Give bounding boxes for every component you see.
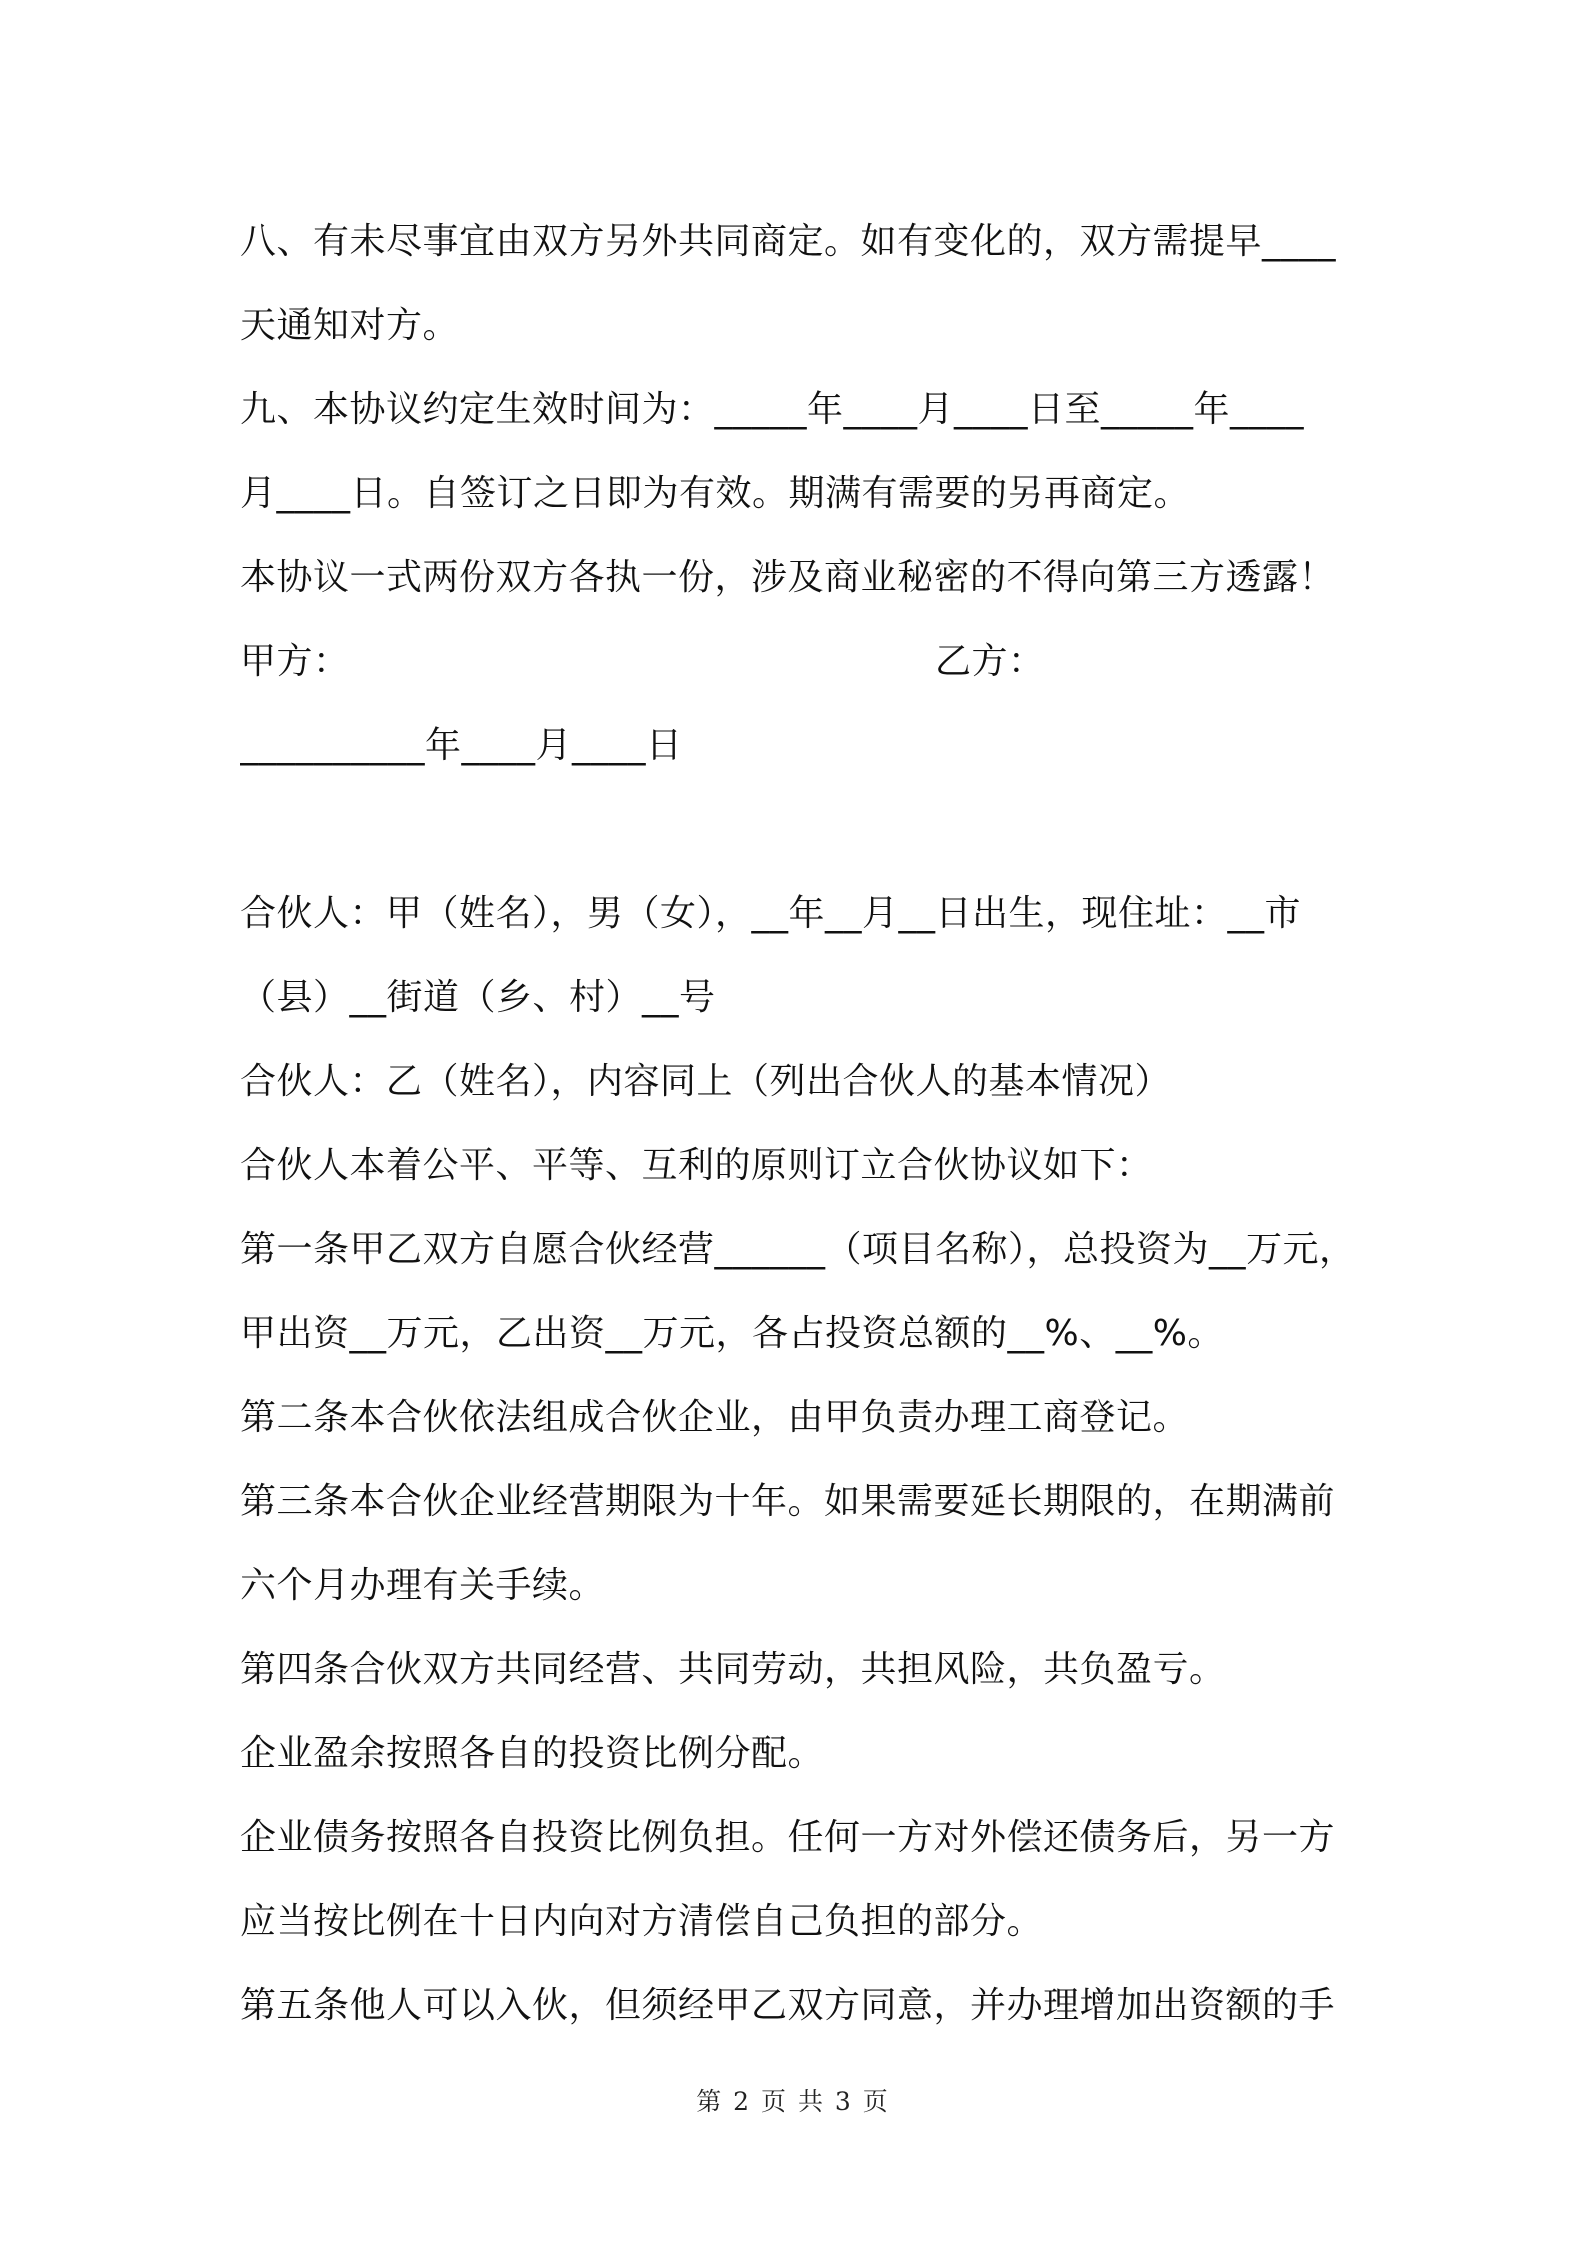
text-line: 九、本协议约定生效时间为：_____年____月____日至_____年____ bbox=[240, 389, 1305, 430]
party-a-label: 甲方： bbox=[240, 641, 350, 682]
text-line: 第四条合伙双方共同经营、共同劳动，共担风险，共负盈亏。 bbox=[240, 1649, 1226, 1690]
text-line: 八、有未尽事宜由双方另外共同商定。如有变化的，双方需提早____ bbox=[240, 221, 1337, 262]
party-b-label: 乙方： bbox=[935, 641, 1045, 682]
text-line: 合伙人：乙（姓名），内容同上（列出合伙人的基本情况） bbox=[240, 1061, 1172, 1102]
text-line: 合伙人本着公平、平等、互利的原则订立合伙协议如下： bbox=[240, 1145, 1153, 1186]
text-line: 甲出资__万元，乙出资__万元，各占投资总额的__%、__%。 bbox=[240, 1313, 1224, 1354]
text-line: 合伙人：甲（姓名），男（女），__年__月__日出生，现住址：__市 bbox=[240, 893, 1302, 934]
page-number-footer: 第 2 页 共 3 页 bbox=[696, 2087, 890, 2116]
text-line: 本协议一式两份双方各执一份，涉及商业秘密的不得向第三方透露！ bbox=[240, 557, 1336, 598]
text-line: 天通知对方。 bbox=[240, 305, 460, 346]
text-line: 月____日。自签订之日即为有效。期满有需要的另再商定。 bbox=[240, 473, 1191, 514]
text-line: 第五条他人可以入伙，但须经甲乙双方同意，并办理增加出资额的手 bbox=[240, 1985, 1336, 2026]
text-line: 六个月办理有关手续。 bbox=[240, 1565, 606, 1606]
text-line: 企业债务按照各自投资比例负担。任何一方对外偿还债务后，另一方 bbox=[240, 1817, 1336, 1858]
text-line: （县）__街道（乡、村）__号 bbox=[240, 977, 716, 1018]
signature-date: __________年____月____日 bbox=[240, 725, 683, 766]
signature-row bbox=[240, 620, 1356, 704]
text-line: 第一条甲乙双方自愿合伙经营______（项目名称），总投资为__万元， bbox=[240, 1229, 1356, 1270]
text-line: 第二条本合伙依法组成合伙企业，由甲负责办理工商登记。 bbox=[240, 1397, 1190, 1438]
text-line: 企业盈余按照各自的投资比例分配。 bbox=[240, 1733, 825, 1774]
text-line: 第三条本合伙企业经营期限为十年。如果需要延长期限的，在期满前 bbox=[240, 1481, 1336, 1522]
text-line: 应当按比例在十日内向对方清偿自己负担的部分。 bbox=[240, 1901, 1044, 1942]
document-body bbox=[240, 200, 1356, 2048]
